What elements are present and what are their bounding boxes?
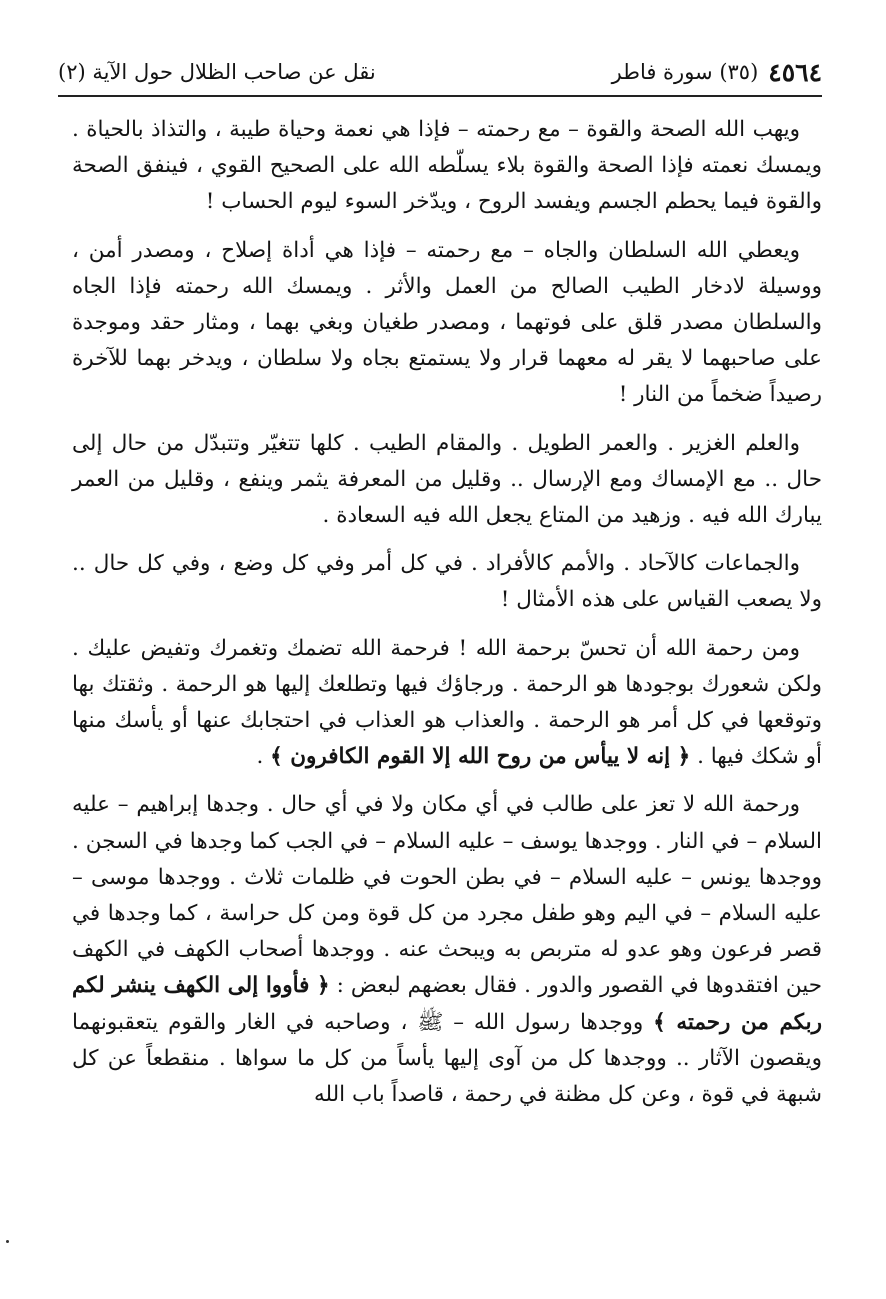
paragraph-health [72, 112, 822, 221]
paragraph-text: والعلم الغزير . والعمر الطويل . والمقام الطيب . كلها تتغيّر وتتبدّل من حال إلى حال .. مع الإمساك ومع الإرسال .. وقليل من المعرفة يثمر وينفع ، وقليل من العمر يبارك الله فيه . وزهيد من المتاع يجعل الله فيه السعادة . [72, 430, 822, 529]
paragraph-text: ويهب الله الصحة والقوة – مع رحمته – فإذا هي نعمة وحياة طيبة ، والتذاذ بالحياة . ويمسك نعمته فإذا الصحة والقوة بلاء يسلّطه الله على الصحيح القوي ، فينفق الصحة والقوة فيما يحطم الجسم ويفسد الروح ، ويدّخر السوء ليوم الحساب ! [72, 117, 822, 215]
paragraph-feeling-mercy [72, 631, 822, 776]
paragraph-nations [72, 546, 822, 618]
header-page-info [612, 58, 822, 87]
page-number: ٤٥٦٤ [768, 57, 822, 87]
paragraph-text: ورحمة الله لا تعز على طالب في أي مكان ولا في أي حال . وجدها إبراهيم – عليه السلام – في النار . ووجدها يوسف – عليه السلام – في الجب كما وجدها في السجن . ووجدها يونس – عليه السلام – في بطن الحوت في ظلمات ثلاث . ووجدها موسى – عليه السلام – في اليم وهو طفل مجرد من كل قوة ومن كل حراسة ، كما وجدها في قصر فرعون وهو عدو له متربص به ويبحث عنه . ووجدها أصحاب الكهف في الكهف حين افتقدوها في القصور والدور . فقال بعضهم لبعض : [72, 792, 822, 999]
paragraph-authority [72, 233, 822, 414]
paragraph-text: والجماعات كالآحاد . والأمم كالأفراد . في كل أمر وفي كل وضع ، وفي كل حال .. ولا يصعب القياس على هذه الأمثال ! [72, 551, 822, 613]
header-divider [58, 95, 822, 97]
paragraph-knowledge [72, 426, 822, 535]
paragraph-text-after: . [256, 744, 271, 770]
body-text [72, 112, 822, 1125]
page-header [58, 52, 822, 92]
margin-dot [6, 1240, 9, 1243]
paragraph-prophets [72, 787, 822, 1113]
quran-quote: ﴿ إنه لا ييأس من روح الله إلا القوم الكافرون ﴾ [270, 744, 691, 770]
surah-label: (٣٥) سورة فاطر [611, 60, 759, 84]
quran-quote: ﴿ فأووا إلى الكهف ينشر لكم ربكم من رحمته ﴾ [72, 973, 822, 1035]
running-title: نقل عن صاحب الظلال حول الآية (٢) [58, 60, 376, 84]
paragraph-text: ويعطي الله السلطان والجاه – مع رحمته – فإذا هي أداة إصلاح ، ومصدر أمن ، ووسيلة لادخار الطيب الصالح من العمل والأثر . ويمسك الله رحمته فإذا الجاه والسلطان مصدر قلق على فوتهما ، ومصدر طغيان وبغي بهما ، ومثار حقد وموجدة على صاحبهما لا يقر له معهما قرار ولا يستمتع بجاه ولا سلطان ، ويدخر بهما للآخرة رصيداً ضخماً من النار ! [72, 237, 822, 408]
paragraph-text-after: ووجدها رسول الله – ﷺ ، وصاحبه في الغار والقوم يتعقبونهما ويقصون الآثار .. ووجدها كل من آوى إليها يأساً من كل ما سواها . منقطعاً عن كل شبهة في قوة ، وعن كل مظنة في رحمة ، قاصداً باب الله [72, 1009, 822, 1108]
paragraph-text: ومن رحمة الله أن تحسّ برحمة الله ! فرحمة الله تضمك وتغمرك وتفيض عليك . ولكن شعورك بوجودها هو الرحمة . ورجاؤك فيها وتطلعك إليها هو الرحمة . وثقتك بها وتوقعها في كل أمر هو الرحمة . والعذاب هو العذاب في احتجابك عنها أو يأسك منها أو شكك فيها . [72, 635, 822, 770]
